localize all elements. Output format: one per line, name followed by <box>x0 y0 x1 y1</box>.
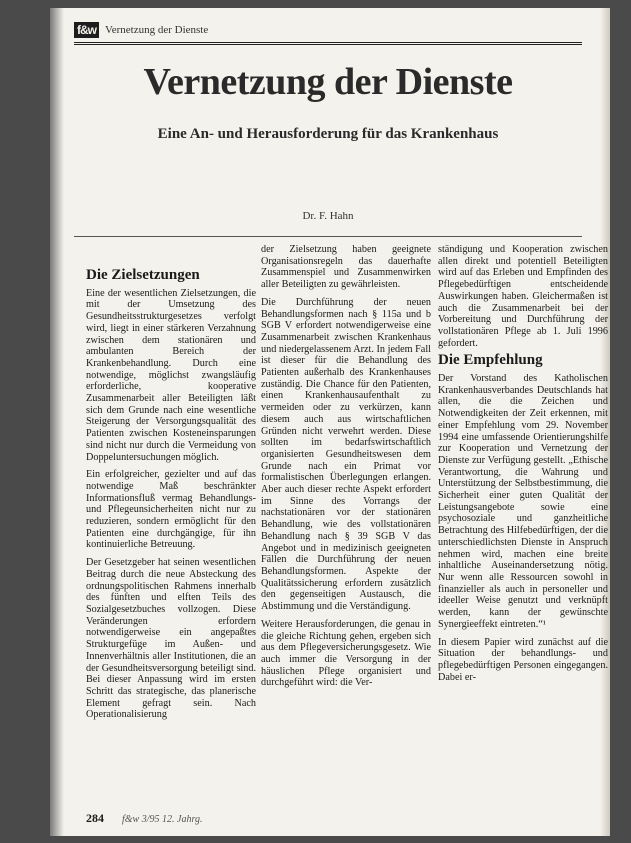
running-head-text: Vernetzung der Dienste <box>105 24 209 36</box>
page-footer <box>86 811 446 826</box>
paragraph: Der Gesetzgeber hat seinen wesentlichen Beitrag durch die neue Absteckung des ordnungspolitischen Rahmens innerhalb des fünften und elften Teils des Sozialgesetzbuches vollzogen. Diese Veränderungen erfordern notwendigerweise ein angepaßtes Strukturgefüge im Außen- und Innenverhältnis aller Institutionen, die an der Gesundheitsversorgung beteiligt sind. Bei dieser Anpassung wird im ersten Schritt das strategische, das planerische Element gefragt sein. Nach Operationalisierung <box>86 557 256 721</box>
paragraph: Eine der wesentlichen Zielsetzungen, die mit der Umsetzung des Gesundheitsstrukturgesetzes verfolgt wird, liegt in einer stärkeren Verzahnung zwischen dem stationären und ambulanten Bereich der Krankenbehandlung. Durch eine notwendige, möglichst zwangsläufig erforderliche, kooperative Zusammenarbeit aller Beteiligten läßt sich dem Grunde nach eine wesentliche Steigerung der Versorgungsqualität des Patienten zwischen Kosteneinsparungen sind nicht nur durch die Vermeidung von Doppeluntersuchungen möglich. <box>86 287 256 463</box>
paragraph: Der Vorstand des Katholischen Krankenhausverbandes Deutschlands hat allen, die die Zeichen und Notwendigkeiten der Zeit erkennen, mit einer Empfehlung vom 29. November 1994 eine umfassende Orientierungshilfe zur Kooperation und Vernetzung der Dienste zur Verfügung gestellt. „Ethische Verantwortung, die Wahrung und Unterstützung der Selbstbestimmung, die Sicherheit einer guten Qualität der Leistungsangebote sowie eine psychosoziale und ganzheitliche Betrachtung des Hilfebedürftigen, der die unterschiedlichsten Dienste in Anspruch nehmen wird, machen eine breite inhaltliche Auseinandersetzung nötig. Nur wenn alle Ressourcen sowohl in finanzieller als auch in personeller und ideeller Weise genutzt und verknüpft werden, kann der gewünschte Synergieeffekt eintreten.“¹ <box>438 373 608 630</box>
column-1 <box>86 266 256 727</box>
article-subtitle: Eine An- und Herausforderung für das Krankenhaus <box>157 126 499 142</box>
running-head <box>74 18 582 45</box>
section-heading-empfehlung: Die Empfehlung <box>438 352 543 369</box>
column-3 <box>438 244 608 689</box>
page-number: 284 <box>86 811 104 825</box>
paragraph: Weitere Herausforderungen, die genau in die gleiche Richtung gehen, ergeben sich aus dem Pflegeversicherungsgesetz. Wie auch immer die Versorgung in der häuslichen Pflege organisiert und durchgeführt wird: die Ver- <box>261 618 431 689</box>
paragraph: Ein erfolgreicher, gezielter und auf das notwendige Maß beschränkter Informationsfluß vermag Behandlungs- und Pflegeunsicherheiten nicht nur zu reduzieren, sondern ermöglicht für den Patienten eine durchgängige, für ihn kontinuierliche Betreuung. <box>86 469 256 551</box>
author-line: Dr. F. Hahn <box>302 210 354 222</box>
paragraph: der Zielsetzung haben geeignete Organisationsregeln das dauerhafte Zusammenspiel und Zusammenwirken aller Beteiligten zu gewährleisten. <box>261 244 431 291</box>
journal-logo: f&w <box>74 22 99 38</box>
article-title: Vernetzung der Dienste <box>143 61 513 103</box>
divider <box>74 236 582 237</box>
journal-source: f&w 3/95 12. Jahrg. <box>122 814 203 825</box>
paragraph: In diesem Papier wird zunächst auf die Situation der behandlungs- und pflegebedürftigen Personen eingegangen. Dabei er- <box>438 636 608 683</box>
paragraph: Die Durchführung der neuen Behandlungsformen nach § 115a und b SGB V erfordert notwendigerweise eine Zusammenarbeit zwischen Krankenhaus und niedergelassenem Arzt. In jedem Fall ist dieser für die Behandlung des Patienten außerhalb des Krankenhauses zuständig. Die Chance für den Patienten, einen Krankenhausaufenthalt zu vermeiden oder zu verkürzen, kann diesem auch aus wirtschaftlichen Gründen nicht verwehrt werden. Diese sollten im bedarfswirtschaftlich organisierten Gesundheitswesen dem Grunde nach ein Primat vor formalistischen Überlegungen erlangen. Aber auch dieser rechte Aspekt erfordert im Sinne des Vorrangs der nachstationären vor der stationären Behandlung, wie des vollstationären Behandlung nach § 39 SGB V das Angebot und in medizinisch geeigneten Fällen die Durchführung der neuen Behandlungsformen. Aspekte der Qualitätssicherung erfordern zusätzlich den gegenseitigen Austausch, die Abstimmung und die Verständigung. <box>261 296 431 613</box>
column-2 <box>261 244 431 695</box>
paragraph: ständigung und Kooperation zwischen allen direkt und potentiell Beteiligten wird auf das Erleben und Empfinden des Pflegebedürftigen entscheidende Auswirkungen haben. Gleichermaßen ist auch die Zusammenarbeit bei der Vorbereitung und Durchführung der vollstationären Pflege ab 1. Juli 1996 gefordert. <box>438 244 608 349</box>
document-page <box>50 8 610 836</box>
section-heading-zielsetzungen: Die Zielsetzungen <box>86 267 200 283</box>
binding-shadow <box>50 8 64 836</box>
